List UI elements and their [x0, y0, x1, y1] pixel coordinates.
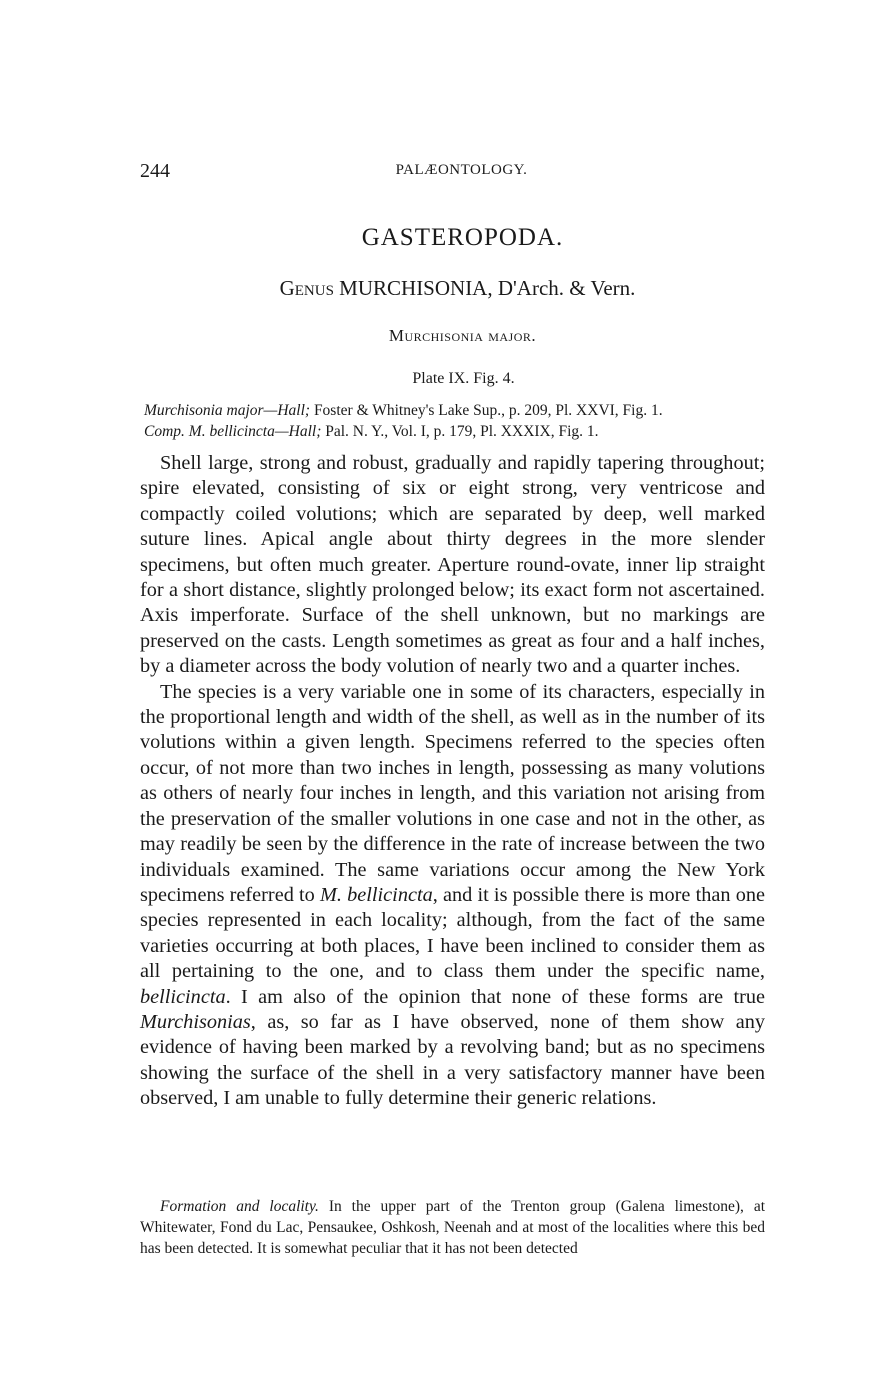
genus-author: D'Arch. & Vern. [497, 276, 636, 300]
genus-ref: Murchisonias [140, 1010, 251, 1033]
running-header [140, 160, 765, 186]
variation-text-2: , and it is possible there is more than one species represented in each locality; although, from the fact of the same varieties occurring at both places, I have been inclined to consider them as all pertaining to the one, and to class them under the specific name, [140, 883, 765, 983]
genus-name: MURCHISONIA, [339, 276, 493, 300]
variation-text-4: , as, so far as I have observed, none of them show any evidence of having been marked by a revolving band; but as no specimens showing the surface of the shell in a very satisfactory manner have been observed, I am unable to fully determine their generic relations. [140, 1010, 765, 1110]
synonymy-entry [144, 421, 774, 442]
running-title: PALÆONTOLOGY. [395, 162, 528, 178]
formation-text: In the upper part of the Trenton group (Galena limestone), at Whitewater, Fond du Lac, Pensaukee, Oshkosh, Neenah and at most of the localities where this bed has been detected. It is somewhat peculiar that it has not been detected [140, 1198, 766, 1257]
variation-text-1: The species is a very variable one in some of its characters, especially in the proportional length and width of the shell, as well as in the number of its volutions within a given length. Specimens referred to the species often occur, of not more than two inches in length, possessing as many volutions as others of nearly four inches in length, and this variation not arising from the preservation of the smaller volutions in one case and not in the other, as may readily be seen by the difference in the rate of increase between the two individuals examined. The same variations occur among the New York specimens referred to [140, 680, 765, 906]
formation-section [140, 1196, 765, 1259]
synonym-name: Comp. M. bellicincta—Hall; [144, 423, 322, 440]
synonym-citation: Pal. N. Y., Vol. I, p. 179, Pl. XXXIX, Fig. 1. [325, 423, 599, 440]
species-ref: M. bellicincta [319, 883, 433, 906]
plate-reference: Plate IX. Fig. 4. [412, 370, 515, 387]
specific-name: bellicincta [140, 985, 226, 1008]
genus-prefix: Genus [279, 276, 334, 300]
body-text [140, 451, 765, 1112]
synonymy-list [144, 400, 774, 442]
synonym-name: Murchisonia major—Hall; [144, 402, 311, 419]
variation-text-3: . I am also of the opinion that none of these forms are true [225, 985, 765, 1008]
formation-paragraph [140, 1196, 765, 1259]
species-heading: Murchisonia major. [388, 326, 537, 345]
variation-paragraph [140, 680, 765, 1112]
description-paragraph: Shell large, strong and robust, gradually and rapidly tapering throughout; spire elevated, consisting of six or eight strong, very ventricose and compactly coiled volutions; which are separated by deep, well marked suture lines. Apical angle about thirty degrees in the more slender specimens, but often much greater. Aperture round-ovate, inner lip straight for a short distance, slightly prolonged below; its exact form not ascertained. Axis imperforate. Surface of the shell unknown, but no markings are preserved on the casts. Length sometimes as great as four and a half inches, by a diameter across the body volution of nearly two and a quarter inches. [140, 452, 765, 678]
formation-label: Formation and locality. [160, 1198, 319, 1215]
section-title: GASTEROPODA. [361, 224, 564, 251]
page-number: 244 [140, 160, 170, 182]
synonymy-entry [144, 400, 774, 421]
synonym-citation: Foster & Whitney's Lake Sup., p. 209, Pl. XXVI, Fig. 1. [313, 402, 663, 419]
genus-heading [140, 276, 765, 301]
